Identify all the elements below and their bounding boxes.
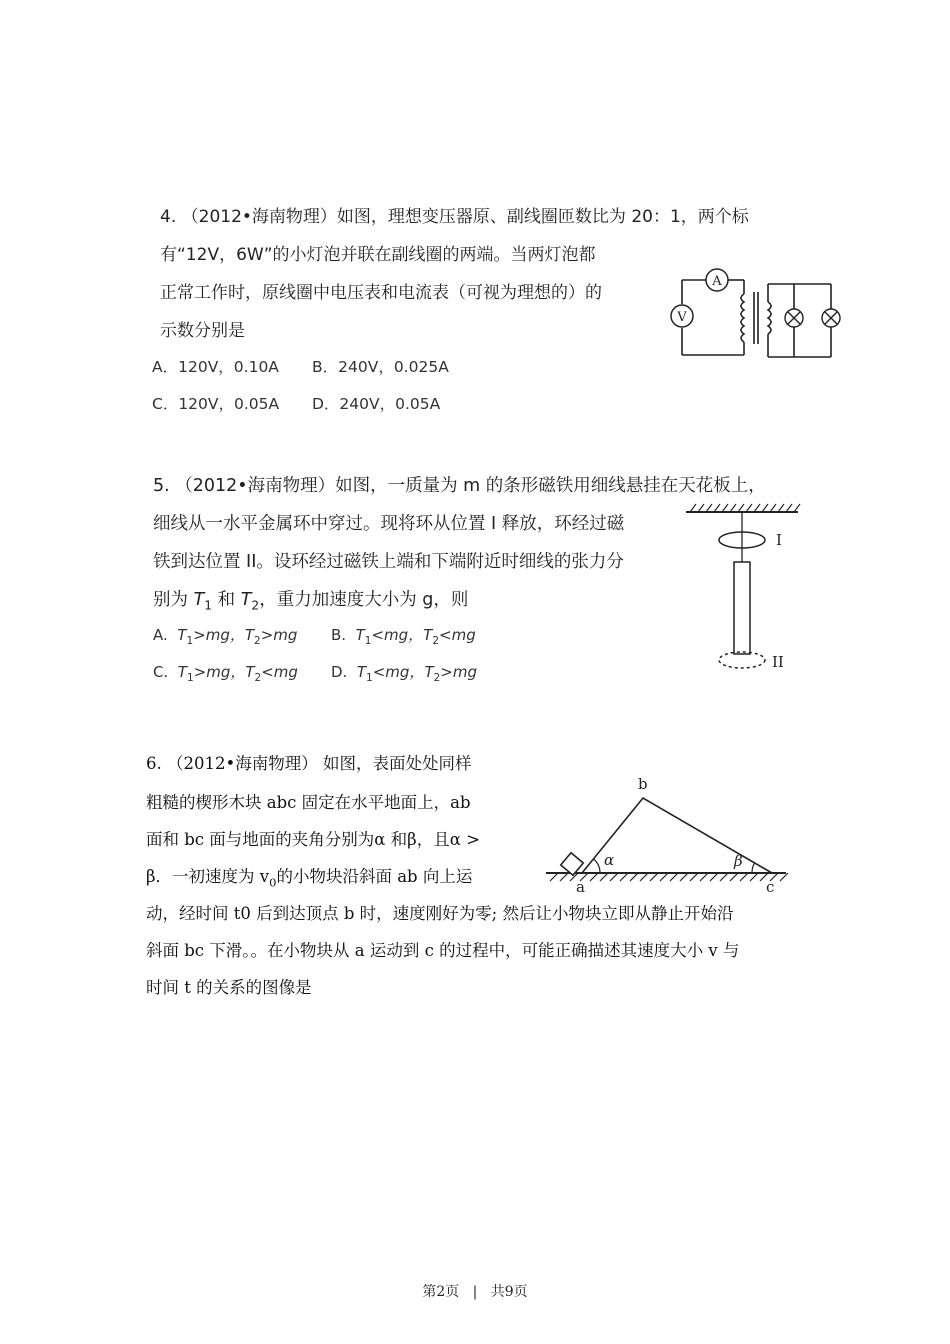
q6-line-1: 6. （2012•海南物理） 如图，表面处处同样 [146, 754, 472, 773]
page-total: 共9页 [490, 1284, 528, 1300]
q5-option-b: B. $T_1<mg$，$T_2<mg$ [331, 626, 476, 647]
label-beta: β [734, 852, 743, 870]
q5-option-d: D. $T_1<mg$，$T_2>mg$ [331, 663, 477, 684]
q4-option-b: B．240V，0.025A [312, 358, 449, 376]
label-position-i: I [776, 531, 782, 549]
q4-option-a: A．120V，0.10A [152, 358, 279, 376]
q4-option-c: C．120V，0.05A [152, 395, 280, 413]
lamp-icon-1 [785, 309, 803, 327]
footer-separator: | [472, 1284, 478, 1300]
small-block [561, 853, 584, 876]
q5-line-2: 细线从一水平金属环中穿过。现将环从位置 I 释放，环经过磁 [153, 514, 625, 534]
q5-option-c: C. $T_1>mg$，$T_2<mg$ [153, 663, 298, 684]
q6-line-2: 粗糙的楔形木块 abc 固定在水平地面上，ab [146, 793, 471, 812]
q4-line-3: 正常工作时，原线圈中电压表和电流表（可视为理想的）的 [160, 283, 602, 303]
voltmeter-label: V [677, 310, 687, 325]
wedge-diagram [540, 768, 800, 896]
page-footer [0, 1281, 950, 1301]
label-b: b [638, 775, 648, 793]
label-c: c [766, 878, 775, 896]
transformer-circuit-diagram [676, 262, 846, 362]
bar-magnet [734, 562, 750, 654]
q5-option-a: A. $T_1>mg$，$T_2>mg$ [153, 626, 298, 647]
q6-line-6: 斜面 bc 下滑。。在小物块从 a 运动到 c 的过程中，可能正确描述其速度大小 v 与 [146, 941, 740, 960]
label-position-ii: II [772, 653, 784, 671]
magnet-ring-diagram [684, 500, 804, 680]
label-a: a [576, 878, 585, 896]
page-number: 第2页 [422, 1284, 460, 1300]
q5-line-4: 别为 $T_1$ 和 $T_2$，重力加速度大小为 g，则 [153, 590, 469, 613]
q6-line-3: 面和 bc 面与地面的夹角分别为α 和β，且α > [146, 830, 480, 849]
q4-option-d: D．240V，0.05A [312, 395, 441, 413]
lamp-icon-2 [822, 309, 840, 327]
q4-line-1: 4. （2012•海南物理）如图，理想变压器原、副线圈匝数比为 20：1，两个标 [160, 207, 749, 227]
q6-line-7: 时间 t 的关系的图像是 [146, 978, 312, 997]
q5-line-1: 5. （2012•海南物理）如图，一质量为 m 的条形磁铁用细线悬挂在天花板上， [153, 476, 766, 496]
q5-line-3: 铁到达位置 II。设环经过磁铁上端和下端附近时细线的张力分 [153, 552, 624, 572]
q4-line-4: 示数分别是 [160, 321, 245, 341]
q6-line-5: 动，经时间 t0 后到达顶点 b 时，速度刚好为零; 然后让小物块立即从静止开始沿 [146, 904, 734, 923]
label-alpha: α [604, 851, 615, 869]
q4-line-2: 有“12V，6W”的小灯泡并联在副线圈的两端。当两灯泡都 [160, 245, 596, 265]
ammeter-label: A [712, 274, 722, 289]
q6-line-4: β．一初速度为 $v_0$的小物块沿斜面 ab 向上运 [146, 867, 473, 890]
